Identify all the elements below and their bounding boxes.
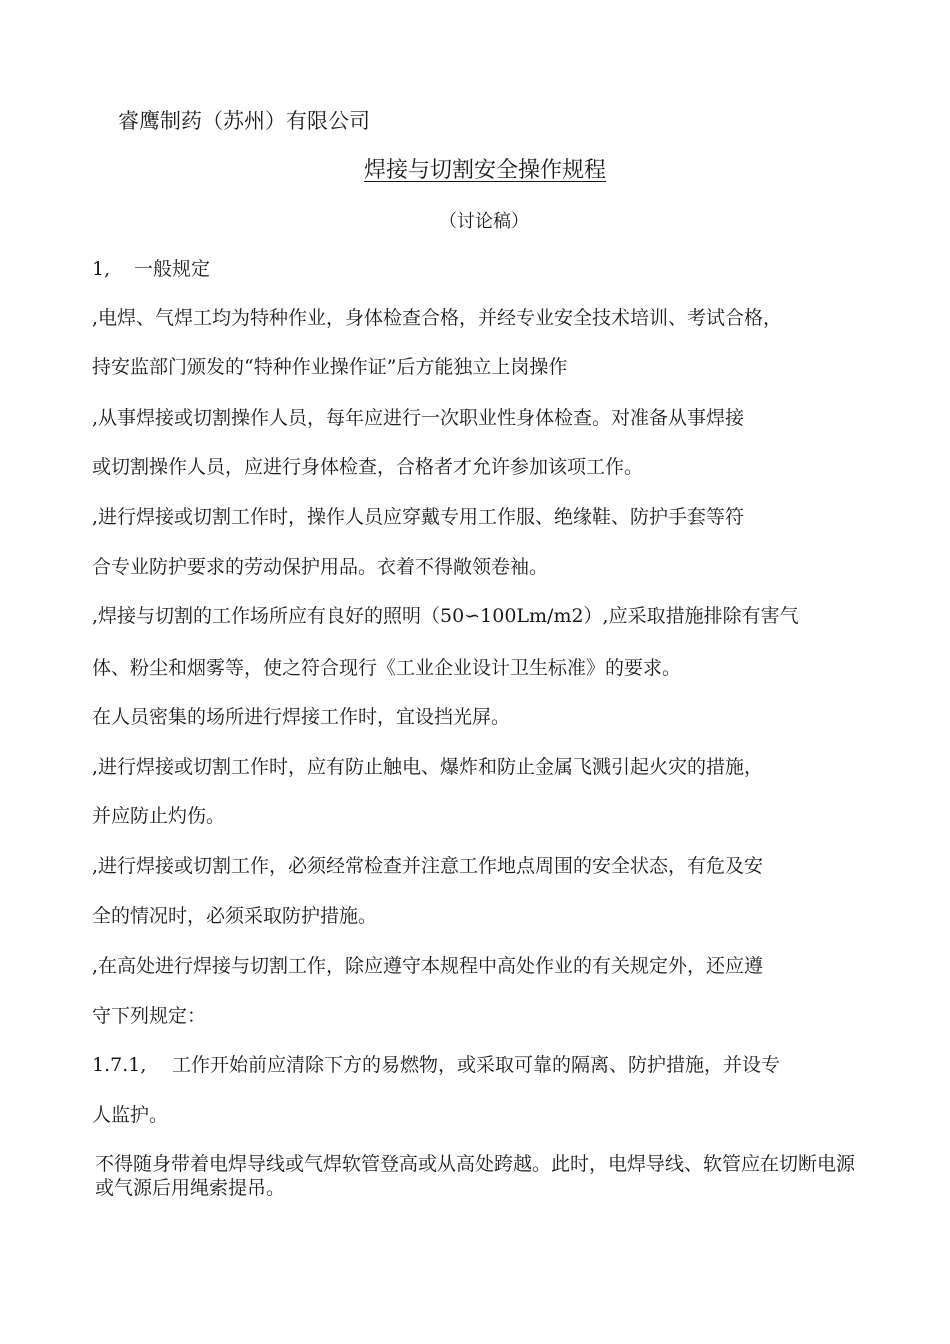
section-number: 1,: [92, 258, 111, 280]
body-line: ,从事焊接或切割操作人员，每年应进行一次职业性身体检查。对准备从事焊接: [92, 407, 745, 429]
section-title: 一般规定: [134, 258, 211, 280]
document-subtitle-text: （讨论稿）: [439, 211, 529, 232]
document-subtitle: [0, 210, 950, 234]
body-line: ,电焊、气焊工均为特种作业，身体检查合格，并经专业安全技术培训、考试合格，: [92, 307, 783, 329]
body-line: ,进行焊接或切割工作时，应有防止触电、爆炸和防止金属飞溅引起火灾的措施，: [92, 756, 764, 778]
body-line: ,焊接与切割的工作场所应有良好的照明（50∽100Lm/m2）,应采取措施排除有害气: [92, 605, 799, 627]
body-line: 全的情况时，必须采取防护措施。: [92, 905, 378, 927]
subitem-text: 工作开始前应清除下方的易燃物，或采取可靠的隔离、防护措施，并设专: [172, 1054, 781, 1076]
section-heading: [92, 257, 210, 281]
body-line: ,进行焊接或切割工作时，操作人员应穿戴专用工作服、绝缘鞋、防护手套等符: [92, 506, 745, 528]
body-line: 或切割操作人员，应进行身体检查，合格者才允许参加该项工作。: [92, 456, 644, 478]
document-title: [0, 157, 950, 185]
body-line: ,在高处进行焊接与切割工作，除应遵守本规程中高处作业的有关规定外，还应遵: [92, 955, 764, 977]
final-paragraph: 不得随身带着电焊导线或气焊软管登高或从高处跨越。此时，电焊导线、软管应在切断电源或气源后用绳索提吊。: [95, 1153, 856, 1199]
body-line: 守下列规定：: [92, 1005, 207, 1027]
body-line: 合专业防护要求的劳动保护用品。衣着不得敞领卷袖。: [92, 556, 549, 578]
body-line: 持安监部门颁发的“特种作业操作证”后方能独立上岗操作: [92, 356, 568, 378]
subitem-continuation: 人监护。: [92, 1104, 169, 1126]
document-title-text: 焊接与切割安全操作规程: [363, 158, 606, 183]
body-line: 并应防止灼伤。: [92, 805, 226, 827]
body-line: 体、粉尘和烟雾等，使之符合现行《工业企业设计卫生标准》的要求。: [92, 657, 682, 679]
subitem-number: 1.7.1,: [92, 1054, 147, 1076]
subitem-line: [92, 1053, 780, 1077]
body-line: ,进行焊接或切割工作，必须经常检查并注意工作地点周围的安全状态，有危及安: [92, 855, 764, 877]
body-line: 在人员密集的场所进行焊接工作时，宜设挡光屏。: [92, 706, 511, 728]
company-name: 睿鹰制药（苏州）有限公司: [118, 109, 370, 133]
